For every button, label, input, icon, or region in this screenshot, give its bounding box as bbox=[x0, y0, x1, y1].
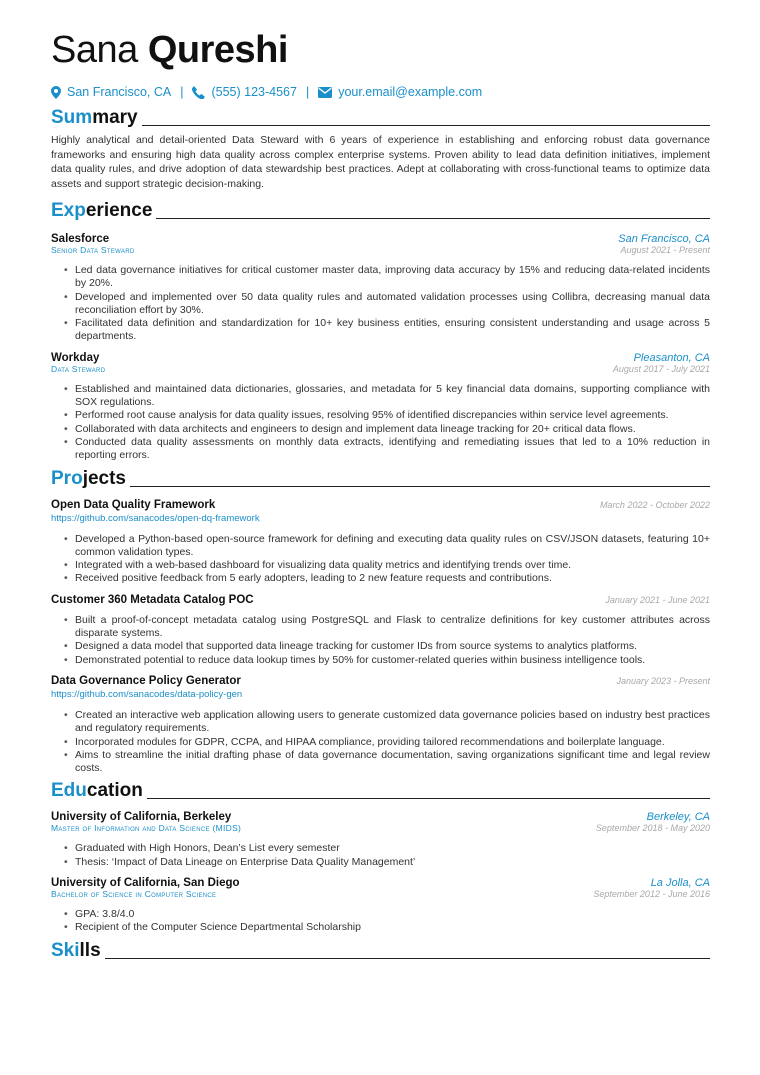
list-item: • Developed and implemented over 50 data quality rules and automated validation processes using Collibra, decreasing manual data reconciliation effort by 30%. bbox=[75, 291, 710, 318]
bullet-list bbox=[51, 264, 710, 344]
phone-icon bbox=[192, 86, 205, 99]
company-name: Salesforce bbox=[51, 233, 110, 245]
list-item: • Thesis: ‘Impact of Data Lineage on Enterprise Data Quality Management’ bbox=[75, 856, 710, 869]
project-entry bbox=[51, 499, 710, 586]
experience-entry bbox=[51, 233, 710, 344]
education-dates: September 2012 - June 2016 bbox=[593, 889, 710, 900]
list-item: • Built a proof-of-concept metadata catalog using PostgreSQL and Flask to centralize definitions for key customer attributes across disparate systems. bbox=[75, 614, 710, 641]
bullet-list bbox=[51, 614, 710, 667]
project-link[interactable]: https://github.com/sanacodes/open-dq-framework bbox=[51, 512, 260, 524]
email-text: your.email@example.com bbox=[338, 85, 483, 99]
list-item: • Established and maintained data dictionaries, glossaries, and metadata for 5 key financial data domains, supporting compliance with SOX regulations. bbox=[75, 383, 710, 410]
location-text: San Francisco, CA bbox=[67, 85, 172, 99]
project-name: Data Governance Policy Generator bbox=[51, 674, 241, 687]
section-divider bbox=[156, 218, 710, 219]
list-item: • Demonstrated potential to reduce data lookup times by 50% for customer-related queries within business intelligence tools. bbox=[75, 654, 710, 667]
bullet-list bbox=[51, 842, 710, 869]
project-name: Customer 360 Metadata Catalog POC bbox=[51, 593, 254, 606]
project-entry bbox=[51, 675, 710, 775]
resume-page bbox=[51, 26, 710, 962]
list-item: • Led data governance initiatives for critical customer master data, improving data accuracy by 15% and reducing data-related incidents by 20%. bbox=[75, 264, 710, 291]
last-name: Qureshi bbox=[147, 29, 288, 71]
contact-separator: | bbox=[305, 85, 310, 99]
project-name: Open Data Quality Framework bbox=[51, 498, 216, 511]
phone-text: (555) 123-4567 bbox=[211, 85, 297, 99]
section-divider bbox=[130, 486, 710, 487]
education-heading: Education bbox=[51, 780, 710, 802]
project-dates: March 2022 - October 2022 bbox=[599, 499, 710, 510]
job-dates: August 2017 - July 2021 bbox=[612, 363, 710, 374]
school-location: Berkeley, CA bbox=[646, 811, 710, 824]
list-item: • Received positive feedback from 5 early adopters, leading to 2 new feature requests and contributions. bbox=[75, 572, 710, 585]
list-item: • GPA: 3.8/4.0 bbox=[75, 908, 710, 921]
envelope-icon bbox=[318, 87, 332, 98]
job-title: Senior Data Steward bbox=[51, 245, 135, 255]
summary-heading: Summary bbox=[51, 107, 710, 129]
school-name: University of California, San Diego bbox=[51, 877, 240, 890]
company-name: Workday bbox=[51, 351, 100, 364]
job-location: Pleasanton, CA bbox=[633, 351, 710, 364]
list-item: • Performed root cause analysis for data quality issues, resolving 95% of identified discrepancies within service level agreements. bbox=[75, 409, 710, 422]
project-dates: January 2021 - June 2021 bbox=[605, 594, 710, 605]
section-divider bbox=[105, 958, 710, 959]
degree-name: Master of Information and Data Science (MIDS) bbox=[51, 823, 242, 834]
contact-email[interactable] bbox=[318, 85, 482, 99]
projects-heading: Projects bbox=[51, 468, 710, 490]
project-dates: January 2023 - Present bbox=[616, 675, 710, 686]
bullet-list bbox=[51, 709, 710, 775]
education-entry bbox=[51, 811, 710, 869]
bullet-list bbox=[51, 908, 710, 935]
list-item: • Facilitated data definition and standardization for 10+ key business entities, ensuring consistent understanding and usage across 5 departments. bbox=[75, 317, 710, 344]
job-dates: August 2021 - Present bbox=[620, 245, 710, 255]
list-item: • Created an interactive web application allowing users to generate customized data governance policies based on industry best practices and regulatory requirements. bbox=[75, 709, 710, 736]
experience-entry bbox=[51, 352, 710, 463]
first-name: Sana bbox=[51, 29, 138, 71]
section-divider bbox=[147, 798, 710, 799]
skills-heading: Skills bbox=[51, 940, 710, 962]
section-divider bbox=[142, 125, 710, 126]
contact-location bbox=[51, 85, 171, 99]
job-location: San Francisco, CA bbox=[618, 233, 710, 245]
summary-text: Highly analytical and detail-oriented Data Steward with 6 years of experience in establishing and enforcing robust data governance frameworks and ensuring high data quality across complex enterprise systems. Proven ability to lead data definition initiatives, implement data quality rules, and drive adoption of data stewardship best practices. Adept at collaborating with cross-functional teams to optimize data assets and support strategic decision-making. bbox=[51, 134, 710, 190]
list-item: • Recipient of the Computer Science Departmental Scholarship bbox=[75, 921, 710, 934]
contact-separator: | bbox=[180, 85, 184, 99]
list-item: • Developed a Python-based open-source framework for defining and executing data quality rules on CSV/JSON datasets, featuring 10+ common validation types. bbox=[75, 533, 710, 560]
education-dates: September 2018 - May 2020 bbox=[595, 823, 710, 834]
project-entry bbox=[51, 594, 710, 667]
education-entry bbox=[51, 877, 710, 935]
list-item: • Aims to streamline the initial drafting phase of data governance documentation, saving organizations significant time and legal review costs. bbox=[75, 749, 710, 776]
list-item: • Collaborated with data architects and engineers to design and implement data lineage tracking for 20+ critical data flows. bbox=[75, 423, 710, 436]
bullet-list bbox=[51, 533, 710, 586]
list-item: • Integrated with a web-based dashboard for visualizing data quality metrics and identifying trends over time. bbox=[75, 559, 710, 572]
list-item: • Conducted data quality assessments on monthly data extracts, identifying and remediating issues that led to a 10% reduction in reporting errors. bbox=[75, 436, 710, 463]
experience-heading: Experience bbox=[51, 200, 710, 222]
degree-name: Bachelor of Science in Computer Science bbox=[51, 889, 217, 900]
map-marker-icon bbox=[51, 86, 61, 99]
contact-line bbox=[51, 82, 710, 102]
school-location: La Jolla, CA bbox=[650, 877, 710, 890]
bullet-list bbox=[51, 383, 710, 463]
project-link[interactable]: https://github.com/sanacodes/data-policy-gen bbox=[51, 688, 243, 700]
list-item: • Designed a data model that supported data lineage tracking for customer IDs from source systems to analytics platforms. bbox=[75, 640, 710, 653]
school-name: University of California, Berkeley bbox=[51, 811, 232, 824]
job-title: Data Steward bbox=[51, 363, 106, 374]
candidate-name bbox=[51, 26, 710, 74]
list-item: • Incorporated modules for GDPR, CCPA, and HIPAA compliance, providing tailored recommendations and boilerplate language. bbox=[75, 736, 710, 749]
contact-phone[interactable] bbox=[192, 85, 296, 99]
list-item: • Graduated with High Honors, Dean’s List every semester bbox=[75, 842, 710, 855]
